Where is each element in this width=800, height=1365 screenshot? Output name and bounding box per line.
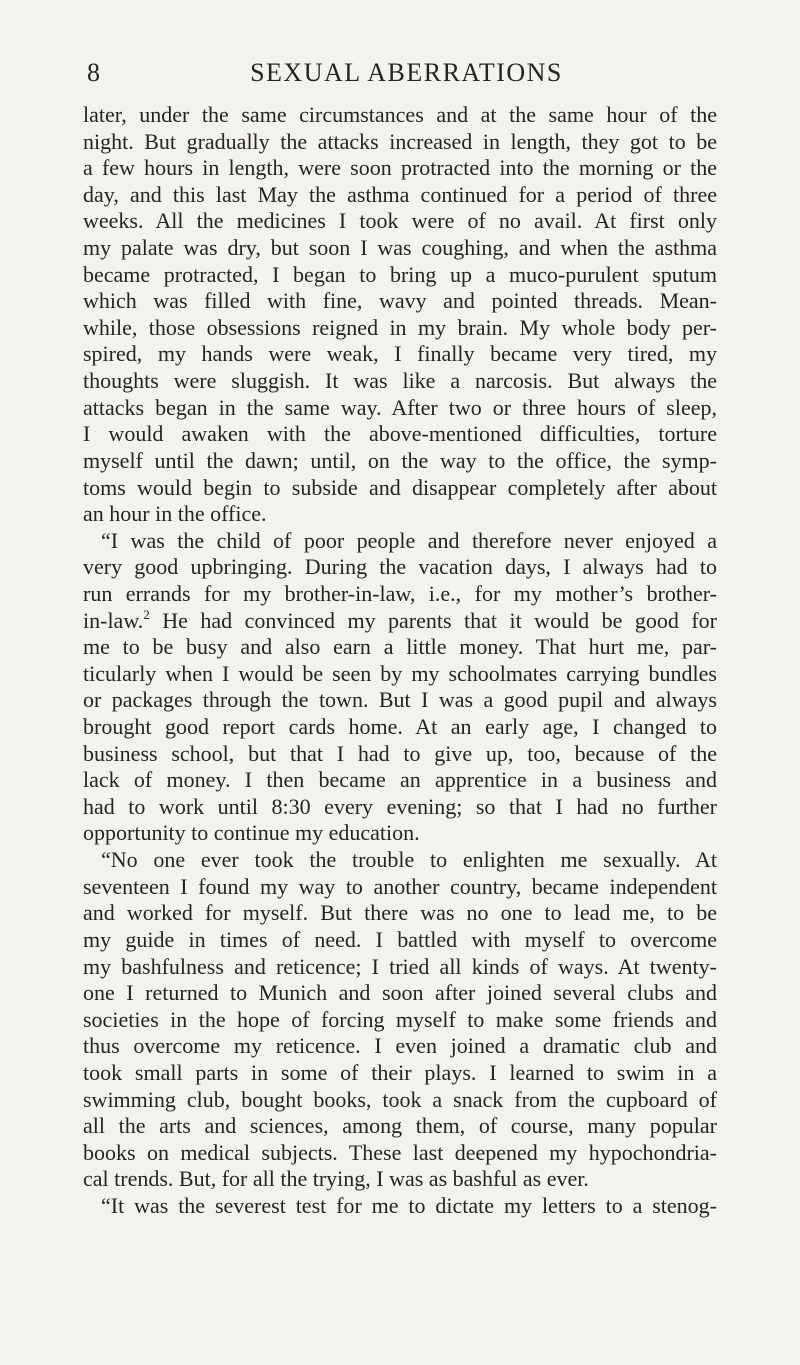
text-line: cal trends. But, for all the trying, I was as bashful as ever. xyxy=(83,1166,589,1192)
text-line: took small parts in some of their plays. I learned to swim in a xyxy=(83,1059,717,1085)
text-line-with-footnote xyxy=(83,608,717,635)
text-line: “I was the child of poor people and therefore never enjoyed a xyxy=(101,527,717,553)
text-line: very good upbringing. During the vacation days, I always had to xyxy=(83,554,717,580)
text-line: became protracted, I began to bring up a muco-purulent sputum xyxy=(83,261,717,287)
text-line: night. But gradually the attacks increased in length, they got to be xyxy=(83,128,717,154)
text-line: books on medical subjects. These last deepened my hypochondria- xyxy=(83,1139,717,1165)
text-line: my guide in times of need. I battled with myself to overcome xyxy=(83,926,717,952)
text-line: “It was the severest test for me to dictate my letters to a stenog- xyxy=(101,1192,717,1218)
text-line: I would awaken with the above-mentioned difficulties, torture xyxy=(83,421,717,447)
text-line: lack of money. I then became an apprentice in a business and xyxy=(83,767,717,793)
text-line: opportunity to continue my education. xyxy=(83,820,420,846)
text-line: a few hours in length, were soon protracted into the morning or the xyxy=(83,155,717,181)
running-head xyxy=(87,58,714,92)
text-line: later, under the same circumstances and at the same hour of the xyxy=(83,102,717,127)
text-line: spired, my hands were weak, I finally became very tired, my xyxy=(83,341,717,367)
text-line: brought good report cards home. At an early age, I changed to xyxy=(83,714,717,740)
text-line: weeks. All the medicines I took were of no avail. At first only xyxy=(83,208,717,234)
text-line: and worked for myself. But there was no one to lead me, to be xyxy=(83,900,717,926)
text-line: all the arts and sciences, among them, of course, many popular xyxy=(83,1113,717,1139)
text-fragment: He had convinced my parents that it would be good for xyxy=(149,607,717,633)
text-line: thoughts were sluggish. It was like a narcosis. But always the xyxy=(83,368,717,394)
running-title: SEXUAL ABERRATIONS xyxy=(250,58,563,87)
page-number: 8 xyxy=(87,58,102,87)
footnote-marker: 2 xyxy=(143,606,150,622)
text-line: one I returned to Munich and soon after joined several clubs and xyxy=(83,980,717,1006)
text-line: had to work until 8:30 every evening; so that I had no further xyxy=(83,793,717,819)
text-line: thus overcome my reticence. I even joined a dramatic club and xyxy=(83,1033,717,1059)
text-line: “No one ever took the trouble to enlighten me sexually. At xyxy=(101,847,717,873)
text-line: which was filled with fine, wavy and pointed threads. Mean- xyxy=(83,288,717,314)
text-line: run errands for my brother-in-law, i.e., for my mother’s brother- xyxy=(83,580,717,606)
text-line: my bashfulness and reticence; I tried all kinds of ways. At twenty- xyxy=(83,953,717,979)
text-line: day, and this last May the asthma continued for a period of three xyxy=(83,181,717,207)
text-line: or packages through the town. But I was a good pupil and always xyxy=(83,687,717,713)
text-line: attacks began in the same way. After two or three hours of sleep, xyxy=(83,394,717,420)
text-line: my palate was dry, but soon I was coughing, and when the asthma xyxy=(83,235,717,261)
text-line: business school, but that I had to give up, too, because of the xyxy=(83,740,717,766)
text-line: an hour in the office. xyxy=(83,501,267,527)
text-line: ticularly when I would be seen by my schoolmates carrying bundles xyxy=(83,660,717,686)
text-line: seventeen I found my way to another country, became independent xyxy=(83,873,717,899)
body-text xyxy=(83,102,717,1220)
text-line: me to be busy and also earn a little money. That hurt me, par- xyxy=(83,634,717,660)
text-line: toms would begin to subside and disappear completely after about xyxy=(83,474,717,500)
text-line: societies in the hope of forcing myself to make some friends and xyxy=(83,1006,717,1032)
text-fragment: in-law. xyxy=(83,607,144,633)
text-line: while, those obsessions reigned in my brain. My whole body per- xyxy=(83,314,717,340)
text-line: myself until the dawn; until, on the way to the office, the symp- xyxy=(83,447,717,473)
text-line: swimming club, bought books, took a snack from the cupboard of xyxy=(83,1086,717,1112)
